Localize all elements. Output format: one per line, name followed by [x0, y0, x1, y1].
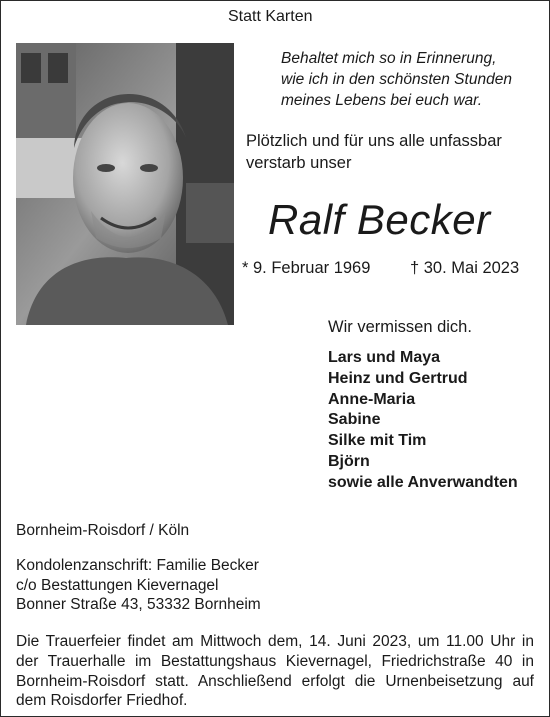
intro-line: Plötzlich und für uns alle unfassbar — [246, 132, 502, 150]
announcement-intro — [246, 130, 502, 174]
mourner-item: Björn — [328, 452, 370, 470]
birth-date: * 9. Februar 1969 — [242, 259, 371, 277]
ceremony-text-line: dem Roisdorfer Friedhof. — [16, 692, 188, 710]
quote-line: wie ich in den schönsten Stunden — [281, 71, 512, 88]
address-line: Kondolenzanschrift: Familie Becker — [16, 557, 259, 574]
ceremony-info — [16, 632, 534, 711]
mourner-item: Lars und Maya — [328, 349, 441, 366]
condolence-address — [16, 556, 261, 615]
intro-line: verstarb unser — [246, 154, 352, 172]
mourner-item: sowie alle Anverwandten — [328, 473, 518, 491]
ceremony-text-line: Die Trauerfeier findet am Mittwoch dem, 14. Juni 2023, um 11.00 Uhr in — [16, 633, 534, 650]
family-location: Bornheim-Roisdorf / Köln — [16, 522, 190, 539]
header-statt-karten: Statt Karten — [228, 8, 313, 25]
portrait-image — [16, 43, 234, 325]
ceremony-text-line: Bornheim-Roisdorf statt. Anschließend erfolgt die Urnenbeisetzung auf — [16, 672, 534, 690]
mourners-list — [328, 348, 518, 494]
quote-line: Behaltet mich so in Erinnerung, — [281, 50, 497, 67]
address-line: c/o Bestattungen Kievernagel — [16, 576, 219, 594]
miss-line: Wir vermissen dich. — [328, 318, 472, 336]
address-line: Bonner Straße 43, 53332 Bornheim — [16, 596, 261, 613]
portrait-photo — [16, 43, 234, 325]
quote-line: meines Lebens bei euch war. — [281, 92, 483, 109]
mourner-item: Heinz und Gertrud — [328, 369, 468, 387]
mourner-item: Silke mit Tim — [328, 432, 427, 450]
deceased-name: Ralf Becker — [268, 196, 491, 243]
mourner-item: Sabine — [328, 411, 381, 429]
mourner-item: Anne-Maria — [328, 390, 416, 408]
ceremony-text-line: der Trauerhalle im Bestattungshaus Kievernagel, Friedrichstraße 40 in — [16, 652, 534, 670]
memorial-quote — [281, 48, 512, 111]
death-date: † 30. Mai 2023 — [410, 259, 520, 277]
